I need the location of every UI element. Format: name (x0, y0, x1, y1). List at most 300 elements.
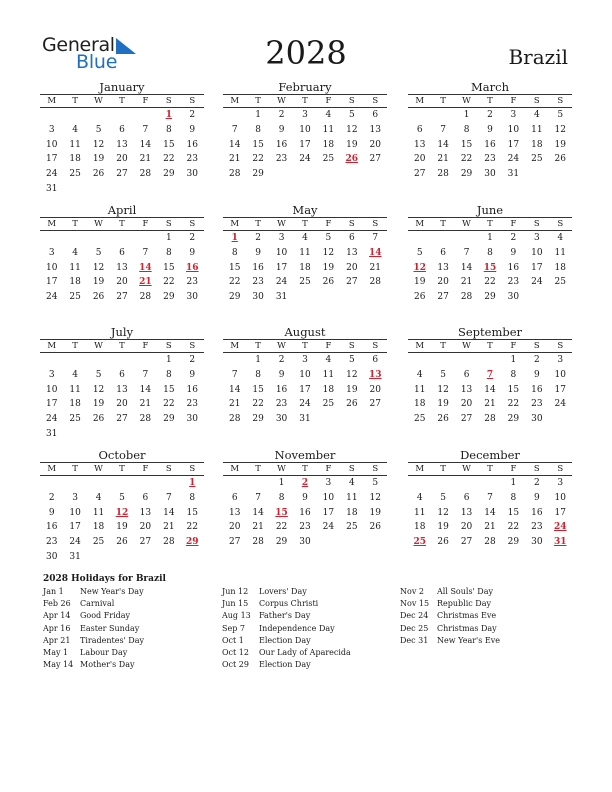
weekday-header: T (293, 340, 316, 353)
day-cell: 20 (346, 262, 358, 273)
weekday-header: S (340, 463, 363, 476)
day-cell: 15 (460, 139, 473, 150)
holiday-date: Dec 31 (400, 635, 429, 645)
day-cell: 9 (487, 125, 493, 136)
empty-day-cell (364, 290, 387, 305)
week-row (223, 167, 387, 182)
week-row (40, 476, 204, 491)
day-cell: 23 (507, 277, 520, 288)
day-cell: 29 (460, 169, 473, 180)
day-cell: 23 (531, 399, 543, 410)
empty-day-cell (478, 476, 501, 491)
day-cell: 21 (460, 277, 473, 288)
holiday-row (400, 610, 580, 622)
weekday-header: S (181, 218, 204, 231)
day-cell: 8 (255, 125, 261, 136)
day-cell: 3 (72, 493, 78, 504)
weekday-header: S (525, 218, 548, 231)
week-row (408, 535, 572, 550)
empty-day-cell (431, 231, 454, 246)
month-table (408, 94, 572, 181)
day-cell: 6 (416, 125, 423, 136)
day-cell: 24 (299, 399, 311, 410)
week-row (223, 520, 387, 535)
weekday-header: M (223, 463, 246, 476)
day-cell: 21 (252, 522, 264, 533)
day-cell: 25 (531, 154, 543, 165)
day-cell: 30 (275, 414, 288, 425)
week-row (408, 520, 572, 535)
month-name: October (98, 448, 146, 462)
day-cell: 18 (92, 522, 105, 533)
holiday-name: Election Day (259, 635, 311, 645)
holiday-name: Our Lady of Aparecida (259, 647, 351, 657)
day-cell: 11 (322, 370, 335, 381)
day-cell: 11 (413, 384, 426, 395)
holiday-name: Mother's Day (80, 660, 135, 670)
day-cell: 15 (163, 139, 175, 150)
day-cell: 12 (322, 248, 335, 259)
week-row (408, 368, 572, 383)
day-cell: 23 (484, 154, 496, 165)
empty-day-cell (455, 476, 478, 491)
day-cell: 27 (369, 399, 381, 410)
day-cell: 2 (510, 233, 517, 244)
empty-day-cell (110, 426, 133, 441)
weekday-header: W (270, 218, 293, 231)
page-header (0, 0, 612, 75)
day-cell: 13 (139, 507, 152, 518)
day-cell: 13 (116, 262, 128, 273)
empty-day-cell (63, 108, 86, 123)
day-cell: 31 (275, 292, 288, 303)
day-cell: 20 (139, 522, 152, 533)
weekday-header: W (270, 340, 293, 353)
week-row (408, 108, 572, 123)
day-cell: 16 (531, 507, 543, 518)
day-cell: 22 (228, 277, 241, 288)
week-row (408, 382, 572, 397)
holiday-date: Oct 29 (222, 660, 249, 670)
day-cell: 10 (275, 248, 288, 259)
weekday-header: T (110, 463, 133, 476)
day-cell: 25 (69, 414, 81, 425)
day-cell: 25 (554, 277, 566, 288)
week-row (40, 491, 204, 506)
day-cell: 27 (369, 154, 381, 165)
day-cell: 22 (186, 522, 198, 533)
day-cell: 22 (507, 399, 520, 410)
day-cell: 27 (413, 169, 426, 180)
day-cell: 13 (228, 507, 241, 518)
holiday-row (43, 659, 223, 671)
day-cell: 19 (346, 384, 358, 395)
day-cell: 1 (463, 110, 470, 121)
day-cell: 13 (346, 248, 358, 259)
day-cell: 26 (413, 292, 426, 303)
empty-day-cell (549, 167, 572, 182)
week-row (223, 476, 387, 491)
day-cell: 28 (369, 277, 381, 288)
day-cell: 14 (484, 507, 496, 518)
empty-day-cell (431, 476, 454, 491)
day-cell: 11 (299, 248, 311, 259)
day-cell: 15 (252, 139, 264, 150)
week-row (223, 353, 387, 368)
holiday-day-cell: 15 (483, 262, 497, 273)
week-row (40, 520, 204, 535)
week-row (408, 412, 572, 427)
day-cell: 7 (440, 125, 446, 136)
day-cell: 12 (554, 125, 566, 136)
week-row (223, 137, 387, 152)
day-cell: 4 (533, 110, 540, 121)
day-cell: 23 (252, 277, 264, 288)
day-cell: 4 (72, 125, 78, 136)
empty-day-cell (549, 290, 572, 305)
weekday-header: S (157, 340, 180, 353)
empty-day-cell (431, 353, 454, 368)
day-cell: 26 (369, 522, 381, 533)
day-cell: 10 (69, 507, 81, 518)
weekday-header: S (525, 340, 548, 353)
empty-day-cell (110, 231, 133, 246)
week-row (40, 123, 204, 138)
day-cell: 14 (460, 262, 473, 273)
holiday-day-cell: 1 (231, 233, 238, 244)
weekday-header: M (40, 340, 63, 353)
day-cell: 4 (325, 110, 332, 121)
week-row (223, 246, 387, 261)
weekday-header: T (246, 340, 269, 353)
week-row (40, 108, 204, 123)
holiday-date: Apr 16 (43, 623, 71, 633)
day-cell: 27 (460, 537, 473, 548)
day-cell: 22 (163, 154, 175, 165)
holiday-columns (43, 586, 583, 686)
day-cell: 22 (252, 154, 264, 165)
month-name: September (457, 325, 523, 339)
empty-day-cell (134, 549, 157, 564)
day-cell: 22 (507, 522, 520, 533)
day-cell: 5 (95, 248, 102, 259)
weekday-header: M (223, 95, 246, 108)
day-cell: 8 (463, 125, 470, 136)
day-cell: 7 (463, 248, 470, 259)
empty-day-cell (408, 231, 431, 246)
holiday-name: Easter Sunday (80, 623, 140, 633)
day-cell: 21 (228, 154, 241, 165)
week-row (223, 491, 387, 506)
day-cell: 28 (139, 169, 152, 180)
day-cell: 30 (186, 292, 198, 303)
logo-text-blue: Blue (76, 51, 118, 73)
day-cell: 30 (45, 551, 58, 562)
day-cell: 6 (372, 110, 379, 121)
weekday-header: W (455, 95, 478, 108)
day-cell: 8 (510, 370, 517, 381)
day-cell: 20 (116, 154, 128, 165)
day-cell: 4 (95, 493, 102, 504)
month-name: August (284, 325, 326, 339)
month-name: May (292, 203, 318, 217)
week-row (408, 491, 572, 506)
day-cell: 2 (189, 355, 196, 366)
weekday-header: T (63, 463, 86, 476)
day-cell: 9 (278, 125, 285, 136)
day-cell: 8 (189, 493, 196, 504)
empty-day-cell (181, 426, 204, 441)
holiday-list (43, 573, 583, 686)
weekday-header: T (431, 463, 454, 476)
day-cell: 23 (275, 399, 288, 410)
day-cell: 3 (48, 248, 55, 259)
empty-day-cell (87, 476, 110, 491)
day-cell: 6 (372, 355, 379, 366)
day-cell: 22 (252, 399, 264, 410)
week-row (408, 290, 572, 305)
weekday-header: T (110, 95, 133, 108)
day-cell: 19 (116, 522, 128, 533)
holiday-name: Carnival (80, 599, 115, 609)
holiday-day-cell: 1 (189, 478, 196, 489)
empty-day-cell (110, 549, 133, 564)
week-row (40, 290, 204, 305)
day-cell: 29 (228, 292, 241, 303)
weekday-header: W (270, 463, 293, 476)
weekday-header: S (157, 218, 180, 231)
weekday-header: F (502, 218, 525, 231)
week-row (408, 397, 572, 412)
holiday-row (222, 598, 402, 610)
day-cell: 17 (299, 384, 311, 395)
day-cell: 28 (139, 292, 152, 303)
weekday-header: S (525, 95, 548, 108)
day-cell: 18 (69, 154, 81, 165)
day-cell: 30 (484, 169, 496, 180)
day-cell: 21 (484, 522, 496, 533)
empty-day-cell (134, 181, 157, 196)
day-cell: 16 (484, 139, 496, 150)
empty-day-cell (478, 353, 501, 368)
weekday-header: T (293, 95, 316, 108)
day-cell: 24 (322, 522, 335, 533)
day-cell: 30 (531, 537, 543, 548)
day-cell: 21 (163, 522, 175, 533)
weekday-header: F (502, 463, 525, 476)
weekday-header: W (455, 340, 478, 353)
day-cell: 19 (437, 399, 449, 410)
day-cell: 10 (554, 493, 566, 504)
day-cell: 23 (186, 277, 198, 288)
day-cell: 15 (507, 384, 520, 395)
empty-day-cell (110, 353, 133, 368)
day-cell: 17 (507, 139, 520, 150)
day-cell: 17 (275, 262, 288, 273)
weekday-header: M (223, 218, 246, 231)
holiday-row (400, 586, 580, 598)
empty-day-cell (157, 426, 180, 441)
day-cell: 23 (186, 399, 198, 410)
holiday-day-cell: 29 (186, 537, 199, 548)
day-cell: 1 (165, 233, 172, 244)
holiday-date: Aug 13 (222, 611, 251, 621)
day-cell: 16 (275, 384, 288, 395)
day-cell: 28 (484, 414, 496, 425)
day-cell: 6 (348, 233, 355, 244)
empty-day-cell (134, 108, 157, 123)
empty-day-cell (110, 181, 133, 196)
empty-day-cell (87, 231, 110, 246)
day-cell: 20 (369, 384, 381, 395)
month-name: November (274, 448, 336, 462)
page-title-year: 2028 (265, 34, 347, 72)
day-cell: 6 (231, 493, 238, 504)
month-july (40, 325, 204, 441)
holiday-name: Corpus Christi (259, 599, 319, 609)
holiday-date: Jan 1 (43, 587, 64, 596)
day-cell: 8 (231, 248, 238, 259)
day-cell: 29 (252, 169, 264, 180)
day-cell: 15 (252, 384, 264, 395)
weekday-header: T (246, 218, 269, 231)
day-cell: 27 (346, 277, 358, 288)
day-cell: 25 (322, 399, 335, 410)
week-row (408, 275, 572, 290)
day-cell: 15 (186, 507, 198, 518)
month-december (408, 448, 572, 549)
day-cell: 17 (554, 384, 566, 395)
day-cell: 13 (437, 262, 449, 273)
weekday-header: M (408, 463, 431, 476)
day-cell: 2 (48, 493, 55, 504)
day-cell: 30 (186, 169, 198, 180)
weekday-header: T (293, 218, 316, 231)
weekday-header: F (134, 340, 157, 353)
month-table (223, 217, 387, 304)
day-cell: 24 (554, 399, 566, 410)
week-row (40, 137, 204, 152)
week-row (40, 382, 204, 397)
day-cell: 2 (255, 233, 261, 244)
day-cell: 12 (369, 493, 381, 504)
day-cell: 20 (228, 522, 241, 533)
holiday-date: Jun 15 (222, 599, 249, 609)
day-cell: 1 (278, 478, 285, 489)
month-june (408, 203, 572, 304)
empty-day-cell (408, 108, 431, 123)
day-cell: 24 (275, 277, 288, 288)
day-cell: 4 (72, 370, 78, 381)
day-cell: 7 (372, 233, 379, 244)
day-cell: 31 (507, 169, 520, 180)
month-name: July (110, 325, 134, 339)
day-cell: 29 (275, 537, 288, 548)
day-cell: 20 (460, 522, 473, 533)
weekday-header: S (340, 340, 363, 353)
month-april (40, 203, 204, 304)
day-cell: 29 (507, 537, 520, 548)
empty-day-cell (364, 535, 387, 550)
day-cell: 2 (487, 110, 493, 121)
day-cell: 7 (255, 493, 261, 504)
empty-day-cell (110, 108, 133, 123)
holiday-day-cell: 15 (275, 507, 288, 518)
day-cell: 12 (92, 384, 105, 395)
day-cell: 11 (69, 262, 81, 273)
holiday-date: Feb 26 (43, 599, 71, 609)
weekday-header: F (317, 340, 340, 353)
weekday-header: S (364, 463, 387, 476)
day-cell: 1 (487, 233, 493, 244)
empty-day-cell (223, 476, 246, 491)
empty-day-cell (63, 231, 86, 246)
weekday-header: S (549, 340, 572, 353)
day-cell: 22 (163, 277, 175, 288)
holiday-column (400, 586, 580, 647)
day-cell: 1 (165, 355, 172, 366)
day-cell: 10 (299, 370, 311, 381)
weekday-header: F (502, 340, 525, 353)
weekday-header: T (246, 95, 269, 108)
day-cell: 6 (463, 493, 470, 504)
holiday-date: Apr 21 (43, 635, 71, 645)
holiday-date: Jun 12 (222, 587, 249, 596)
day-cell: 28 (139, 414, 152, 425)
day-cell: 14 (252, 507, 264, 518)
month-september (408, 325, 572, 426)
empty-day-cell (40, 476, 63, 491)
week-row (223, 412, 387, 427)
weekday-header: F (317, 218, 340, 231)
day-cell: 20 (369, 139, 381, 150)
day-cell: 19 (92, 399, 105, 410)
holiday-day-cell: 12 (413, 262, 426, 273)
weekday-header: T (478, 463, 501, 476)
holiday-day-cell: 12 (115, 507, 129, 518)
holiday-row (43, 586, 223, 598)
day-cell: 3 (510, 110, 517, 121)
weekday-header: M (408, 218, 431, 231)
day-cell: 23 (299, 522, 311, 533)
day-cell: 29 (484, 292, 496, 303)
day-cell: 14 (163, 507, 175, 518)
day-cell: 27 (460, 414, 473, 425)
week-row (40, 167, 204, 182)
weekday-header: S (549, 463, 572, 476)
day-cell: 13 (413, 139, 426, 150)
day-cell: 2 (278, 110, 285, 121)
weekday-header: M (40, 95, 63, 108)
day-cell: 30 (507, 292, 520, 303)
weekday-header: S (157, 95, 180, 108)
day-cell: 6 (119, 370, 125, 381)
day-cell: 10 (322, 493, 335, 504)
holiday-date: Oct 1 (222, 635, 244, 645)
holiday-day-cell: 16 (186, 262, 199, 273)
month-table (223, 339, 387, 426)
month-march (408, 80, 572, 181)
day-cell: 21 (484, 399, 496, 410)
day-cell: 27 (228, 537, 241, 548)
holiday-row (222, 623, 402, 635)
empty-day-cell (317, 167, 340, 182)
empty-day-cell (549, 412, 572, 427)
day-cell: 16 (531, 384, 543, 395)
week-row (40, 412, 204, 427)
week-row (40, 549, 204, 564)
month-table (40, 339, 204, 441)
